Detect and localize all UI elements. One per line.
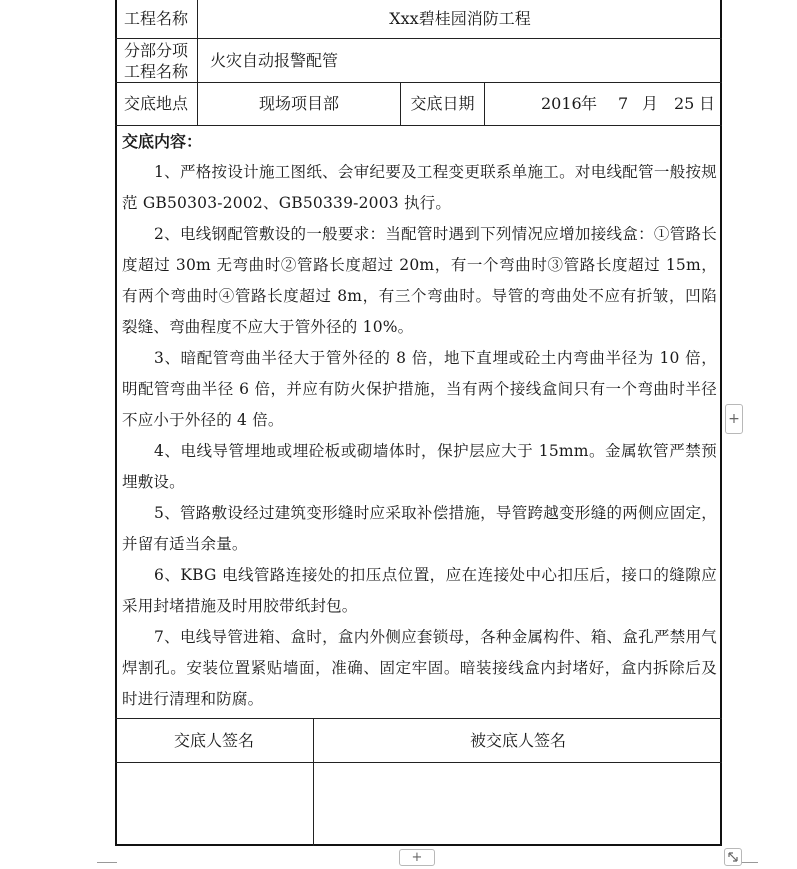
content-paragraph-3: 3、暗配管弯曲半径大于管外径的 8 倍，地下直埋或砼土内弯曲半径为 10 倍，明配管弯曲半径 6 倍，并应有防火保护措施，当有两个接线盒间只有一个弯曲时半径不应小于外径的 4 倍。 xyxy=(122,349,717,429)
subproject-value: 火灾自动报警配管 xyxy=(210,50,339,70)
receiver-signature-label: 被交底人签名 xyxy=(469,730,566,750)
content-paragraph-4: 4、电线导管埋地或埋砼板或砌墙体时，保护层应大于 15mm。金属软管严禁预埋敷设。 xyxy=(122,442,717,491)
page-corner-mark xyxy=(97,862,117,863)
location-label: 交底地点 xyxy=(123,94,188,113)
page-corner-mark xyxy=(742,862,758,863)
content-paragraph-5: 5、管路敷设经过建筑变形缝时应采取补偿措施，导管跨越变形缝的两侧应固定，并留有适当余量。 xyxy=(122,504,717,553)
date-day: 25 xyxy=(674,94,695,113)
date-month: 7 xyxy=(618,94,629,113)
add-row-button[interactable]: + xyxy=(399,849,435,866)
date-year-unit: 年 xyxy=(581,94,598,113)
project-name-value: Xxx碧桂园消防工程 xyxy=(389,9,531,28)
content-paragraph-6: 6、KBG 电线管路连接处的扣压点位置，应在连接处中心扣压后，接口的缝隙应采用封堵措施及时用胶带纸封包。 xyxy=(122,566,717,615)
location-value: 现场项目部 xyxy=(258,94,339,113)
subproject-label-line2: 工程名称 xyxy=(123,61,188,81)
project-name-label: 工程名称 xyxy=(123,9,188,28)
content-paragraph-1: 1、严格按设计施工图纸、会审纪要及工程变更联系单施工。对电线配管一般按规范 GB50303-2002、GB50339-2003 执行。 xyxy=(122,163,717,212)
table-resize-handle[interactable] xyxy=(724,848,742,866)
date-month-unit: 月 xyxy=(642,94,659,113)
date-label: 交底日期 xyxy=(410,94,475,113)
discloser-signature-field[interactable] xyxy=(115,763,313,846)
resize-icon xyxy=(725,849,741,865)
add-column-button[interactable]: + xyxy=(725,404,743,434)
subproject-label xyxy=(115,39,197,82)
date-day-unit: 日 xyxy=(699,94,716,113)
row-divider xyxy=(115,125,722,126)
receiver-signature-field[interactable] xyxy=(314,763,722,846)
content-paragraph-2: 2、电线钢配管敷设的一般要求：当配管时遇到下列情况应增加接线盒：①管路长度超过 30m 无弯曲时②管路长度超过 20m，有一个弯曲时③管路长度超过 15m，有两个弯曲时④管路长度超过 8m，有三个弯曲时。导管的弯曲处不应有折皱，凹陷裂缝、弯曲程度不应大于管外径的 10%。 xyxy=(122,225,717,336)
subproject-label-line1: 分部分项 xyxy=(123,40,188,60)
content-title: 交底内容： xyxy=(122,132,203,151)
date-value xyxy=(485,83,722,125)
discloser-signature-label: 交底人签名 xyxy=(173,730,254,750)
date-year: 2016 xyxy=(541,94,582,113)
content-paragraph-7: 7、电线导管进箱、盒时，盒内外侧应套锁母，各种金属构件、箱、盒孔严禁用气焊割孔。安装位置紧贴墙面，准确、固定牢固。暗装接线盒内封堵好，盒内拆除后及时进行清理和防腐。 xyxy=(122,628,717,708)
